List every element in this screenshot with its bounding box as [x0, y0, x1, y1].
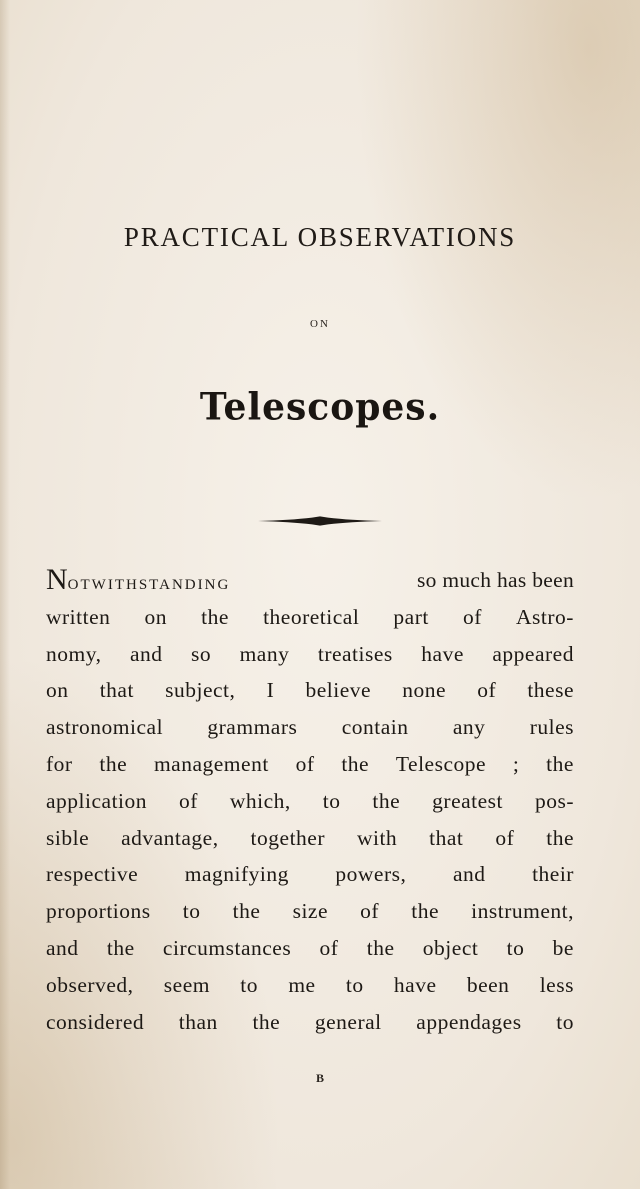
text-line: [46, 893, 574, 930]
word: so: [190, 641, 212, 666]
word: magnifying: [184, 862, 289, 887]
word: object: [422, 935, 479, 960]
word: the: [106, 935, 135, 960]
word: the: [366, 935, 395, 960]
signature-mark: B: [315, 1071, 324, 1085]
word: the: [546, 751, 574, 776]
text-lines: [46, 599, 574, 1041]
word: their: [532, 862, 574, 887]
word: to: [345, 972, 364, 997]
word: and: [129, 641, 163, 666]
word: appeared: [492, 641, 574, 666]
page-edge-shadow: [0, 0, 10, 1189]
word: the: [232, 899, 261, 924]
word: that: [429, 825, 464, 850]
word: the: [252, 1009, 281, 1034]
text-line: [46, 1004, 574, 1041]
word: of: [495, 825, 515, 850]
title-connector: ON: [310, 318, 330, 330]
page-title: PRACTICAL OBSERVATIONS: [123, 222, 517, 252]
word: that: [99, 678, 134, 703]
word: the: [201, 604, 229, 629]
word: size: [292, 899, 329, 924]
word: of: [360, 899, 380, 924]
ornamental-rule: [0, 514, 640, 528]
word: seem: [163, 972, 210, 997]
word: sible: [46, 825, 90, 850]
word: for: [46, 751, 73, 776]
word: instrument,: [471, 899, 574, 924]
text-line: [46, 672, 574, 709]
word: to: [182, 899, 201, 924]
word: management: [153, 751, 269, 776]
word: on: [46, 678, 69, 703]
drop-cap: N: [46, 563, 68, 596]
word: contain: [341, 715, 409, 740]
word: respective: [46, 862, 139, 887]
word: with: [356, 825, 398, 850]
word: rules: [529, 715, 574, 740]
word: of: [477, 678, 497, 703]
word: the: [372, 788, 401, 813]
text-line: [46, 636, 574, 673]
word: considered: [46, 1009, 145, 1034]
word: observed,: [46, 972, 134, 997]
word: greatest: [432, 788, 504, 813]
body-paragraph: [46, 562, 574, 1040]
word: nomy,: [46, 641, 102, 666]
word: many: [239, 641, 290, 666]
word: than: [178, 1009, 218, 1034]
word: the: [546, 825, 574, 850]
word: and: [46, 935, 79, 960]
word: Astro-: [516, 604, 574, 629]
text-line: [46, 856, 574, 893]
word: treatises: [317, 641, 393, 666]
word: subject,: [165, 678, 236, 703]
word: believe: [305, 678, 372, 703]
text-line: [46, 967, 574, 1004]
word: general: [314, 1009, 382, 1034]
word: less: [539, 972, 574, 997]
word: advantage,: [121, 825, 219, 850]
blackletter-subtitle: Telescopes.: [199, 384, 441, 430]
word: written: [46, 604, 111, 629]
word: of: [178, 788, 198, 813]
word: the: [99, 751, 128, 776]
word: none: [402, 678, 447, 703]
opening-word: [46, 562, 230, 599]
word: which,: [229, 788, 291, 813]
word: pos-: [534, 788, 574, 813]
word: application: [46, 788, 148, 813]
text-line: [46, 930, 574, 967]
word: of: [319, 935, 339, 960]
word: to: [506, 935, 525, 960]
word: Telescope: [395, 751, 487, 776]
word: grammars: [207, 715, 298, 740]
text-line: [46, 709, 574, 746]
word: any: [452, 715, 486, 740]
word: powers,: [335, 862, 407, 887]
word: these: [527, 678, 574, 703]
word: have: [421, 641, 464, 666]
word: of: [462, 604, 482, 629]
word: part: [393, 604, 429, 629]
small-caps-text: OTWITHSTANDING: [67, 577, 231, 593]
text-line: [46, 783, 574, 820]
word: and: [452, 862, 486, 887]
word: ;: [512, 751, 520, 776]
word: on: [144, 604, 168, 629]
word: of: [295, 751, 315, 776]
word: circumstances: [162, 935, 292, 960]
word: theoretical: [263, 604, 360, 629]
word: the: [341, 751, 370, 776]
word: appendages: [416, 1009, 522, 1034]
word: been: [466, 972, 510, 997]
text-line: [46, 599, 574, 636]
word: the: [411, 899, 439, 924]
word: astronomical: [46, 715, 164, 740]
paragraph-first-line: [46, 562, 574, 599]
first-line-rest: so much has been: [416, 568, 574, 592]
word: together: [250, 825, 325, 850]
text-line: [46, 820, 574, 857]
word: have: [393, 972, 437, 997]
word: be: [552, 935, 574, 960]
word: to: [322, 788, 341, 813]
word: to: [556, 1009, 574, 1034]
word: to: [240, 972, 259, 997]
word: proportions: [46, 899, 151, 924]
word: me: [288, 972, 316, 997]
text-line: [46, 746, 574, 783]
word: I: [266, 678, 275, 703]
